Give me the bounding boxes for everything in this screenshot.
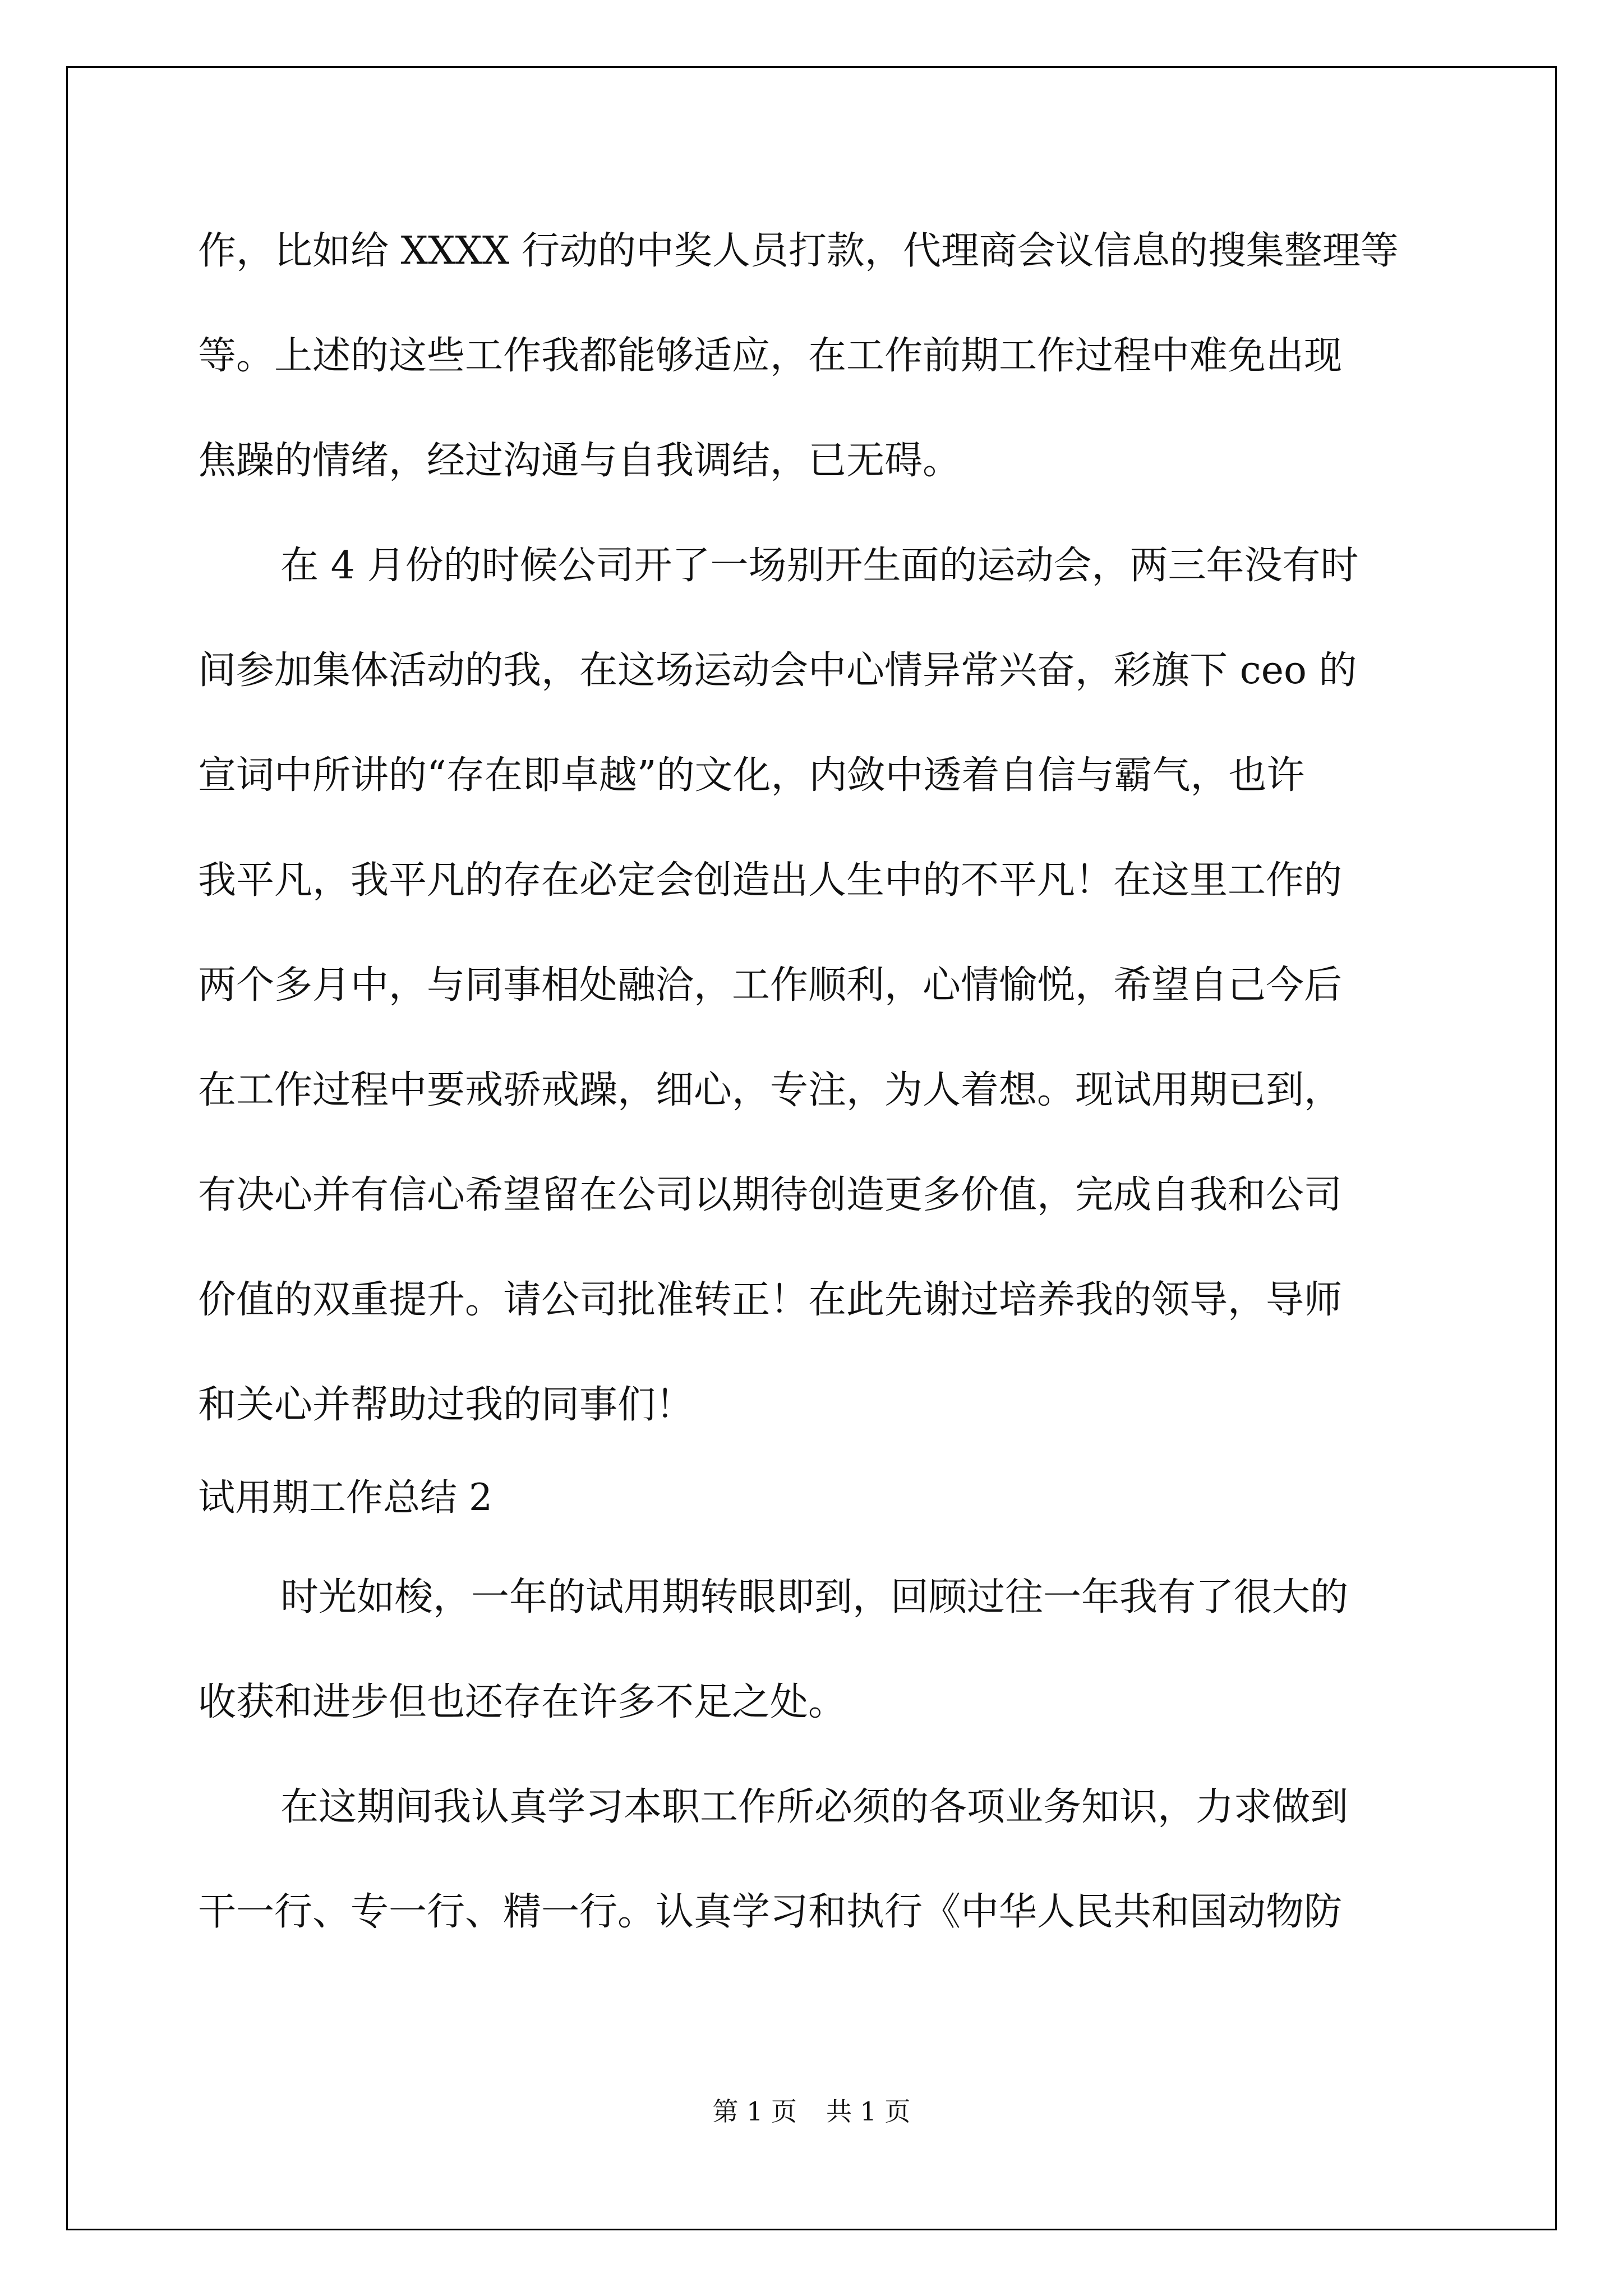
page-footer	[0, 2096, 1623, 2127]
body-line-5: 间参加集体活动的我，在这场运动会中心情异常兴奋，彩旗下 ceo 的	[198, 648, 1357, 693]
paragraph-start-line: 时光如梭，一年的试用期转眼即到，回顾过往一年我有了很大的	[280, 1575, 1349, 1619]
body-line-12: 和关心并帮助过我的同事们！	[198, 1383, 694, 1427]
body-line-15: 收获和进步但也还存在许多不足之处。	[198, 1680, 847, 1724]
section-heading: 试用期工作总结 2	[198, 1476, 492, 1519]
body-line-9: 在工作过程中要戒骄戒躁，细心，专注，为人着想。现试用期已到，	[198, 1068, 1343, 1112]
body-line-11: 价值的双重提升。请公司批准转正！在此先谢过培养我的领导，导师	[198, 1278, 1343, 1322]
paragraph-start-line: 在 4 月份的时候公司开了一场别开生面的运动会，两三年没有时	[280, 544, 1359, 588]
page-total: 共 1 页	[826, 2096, 911, 2127]
paragraph-start-line: 在这期间我认真学习本职工作所必须的各项业务知识，力求做到	[280, 1785, 1349, 1829]
body-line-6: 宣词中所讲的“存在即卓越”的文化，内敛中透着自信与霸气，也许	[198, 753, 1305, 798]
body-line-1: 作，比如给 XXXX 行动的中奖人员打款，代理商会议信息的搜集整理等	[198, 229, 1399, 273]
body-line-3: 焦躁的情绪，经过沟通与自我调结，已无碍。	[198, 439, 961, 483]
body-line-8: 两个多月中，与同事相处融洽，工作顺利，心情愉悦，希望自己今后	[198, 963, 1343, 1007]
body-line-2: 等。上述的这些工作我都能够适应，在工作前期工作过程中难免出现	[198, 334, 1343, 378]
body-line-17: 干一行、专一行、精一行。认真学习和执行《中华人民共和国动物防	[198, 1890, 1343, 1934]
body-line-7: 我平凡，我平凡的存在必定会创造出人生中的不平凡！在这里工作的	[198, 858, 1343, 903]
body-line-10: 有决心并有信心希望留在公司以期待创造更多价值，完成自我和公司	[198, 1173, 1343, 1217]
page-number: 第 1 页	[712, 2096, 797, 2127]
